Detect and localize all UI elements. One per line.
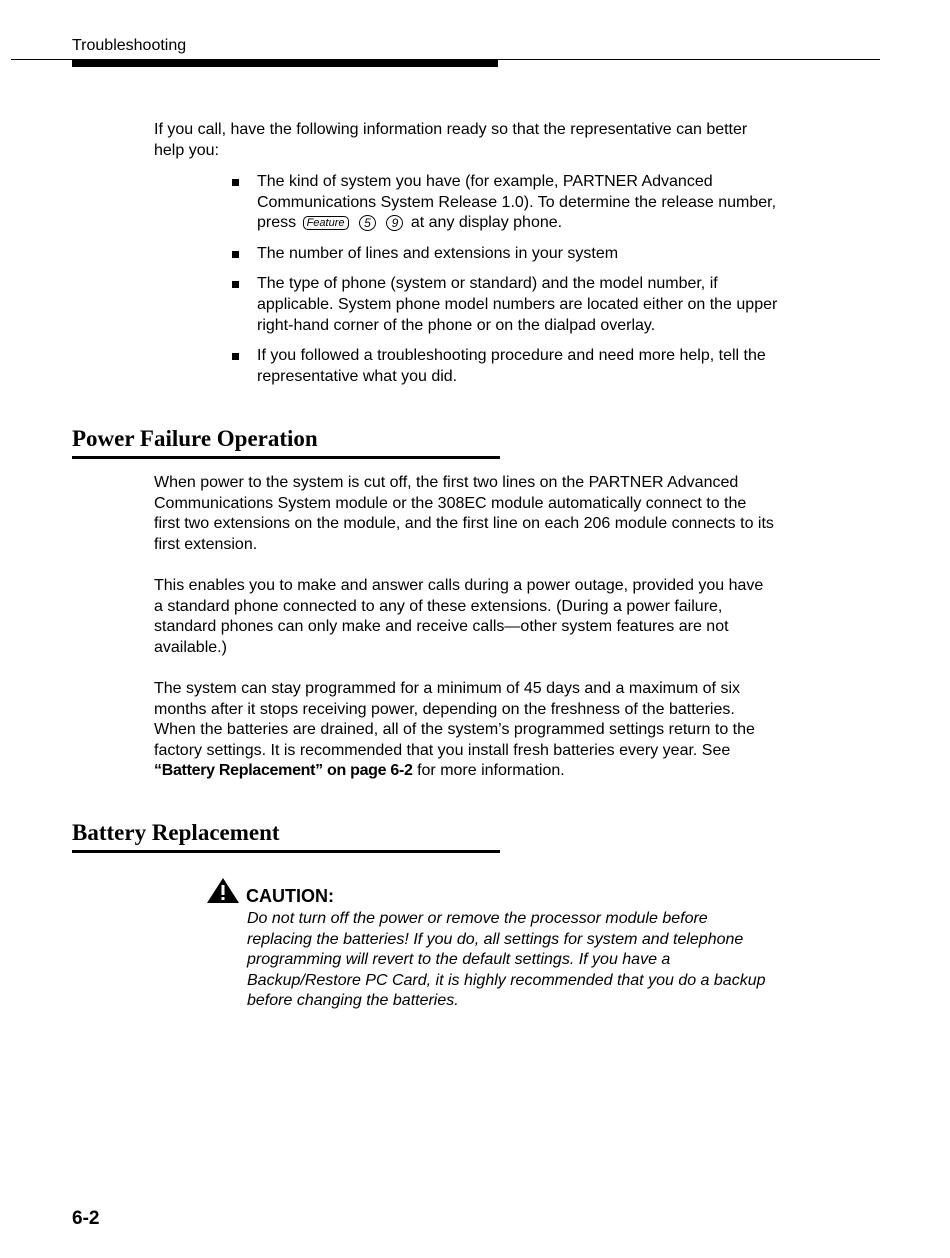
feature-key-icon: Feature	[303, 216, 349, 230]
list-item	[230, 346, 790, 387]
paragraph-text: The system can stay programmed for a minimum of 45 days and a maximum of six months after it stops receiving power, depending on the freshness of the batteries. When the batteries are drained, all of the system’s programmed settings return to the factory settings. It is recommended that you install fresh batteries every year. See	[154, 680, 755, 759]
list-item-text: The number of lines and extensions in your system	[257, 244, 619, 262]
list-item-text: at any display phone.	[410, 214, 563, 232]
section-heading-power-failure: Power Failure Operation	[72, 426, 500, 459]
dial-key-9-icon: 9	[386, 215, 403, 231]
bullet-icon	[232, 281, 239, 288]
power-failure-paragraph-3	[154, 679, 774, 782]
info-list	[230, 172, 790, 397]
list-item-text: If you followed a troubleshooting procedure and need more help, tell the representative what you did.	[257, 347, 766, 385]
caution-text: Do not turn off the power or remove the processor module before replacing the batteries! If you do, all settings for system and telephone programming will revert to the default settings. If you have a Backup/Restore PC Card, it is highly recommended that you do a backup before changing the batteries.	[247, 910, 766, 1010]
battery-replacement-link[interactable]: “Battery Replacement” on page 6-2	[154, 762, 413, 780]
paragraph-text: for more information.	[417, 762, 565, 780]
list-item-text: The kind of system you have (for example, PARTNER Advanced Communications System Release 1.0). To determine the release number, press	[257, 173, 777, 232]
section-heading-battery-replacement: Battery Replacement	[72, 820, 500, 853]
power-failure-paragraph-1: When power to the system is cut off, the first two lines on the PARTNER Advanced Communications System module or the 308EC module automatically connect to the first two extensions on the module, and the first line on each 206 module connects to its first extension.	[154, 474, 774, 553]
list-item-text: The type of phone (system or standard) and the model number, if applicable. System phone model numbers are located either on the upper right-hand corner of the phone or on the dialpad overlay.	[257, 275, 778, 334]
dial-key-5-icon: 5	[359, 215, 376, 231]
list-item	[230, 274, 790, 336]
power-failure-paragraph-2: This enables you to make and answer calls during a power outage, provided you have a standard phone connected to any of these extensions. (During a power failure, standard phones can only make and receive calls—other system features are not available.)	[154, 577, 764, 656]
intro-paragraph: If you call, have the following information ready so that the representative can better help you:	[154, 121, 748, 159]
list-item	[230, 244, 790, 265]
bullet-icon	[232, 179, 239, 186]
bullet-icon	[232, 353, 239, 360]
warning-triangle-icon	[206, 877, 240, 904]
bullet-icon	[232, 251, 239, 258]
caution-title: CAUTION:	[246, 886, 334, 906]
header-rule-thick	[72, 60, 498, 67]
running-head: Troubleshooting	[72, 37, 187, 54]
page-number: 6-2	[72, 1208, 100, 1229]
list-item	[230, 172, 790, 234]
